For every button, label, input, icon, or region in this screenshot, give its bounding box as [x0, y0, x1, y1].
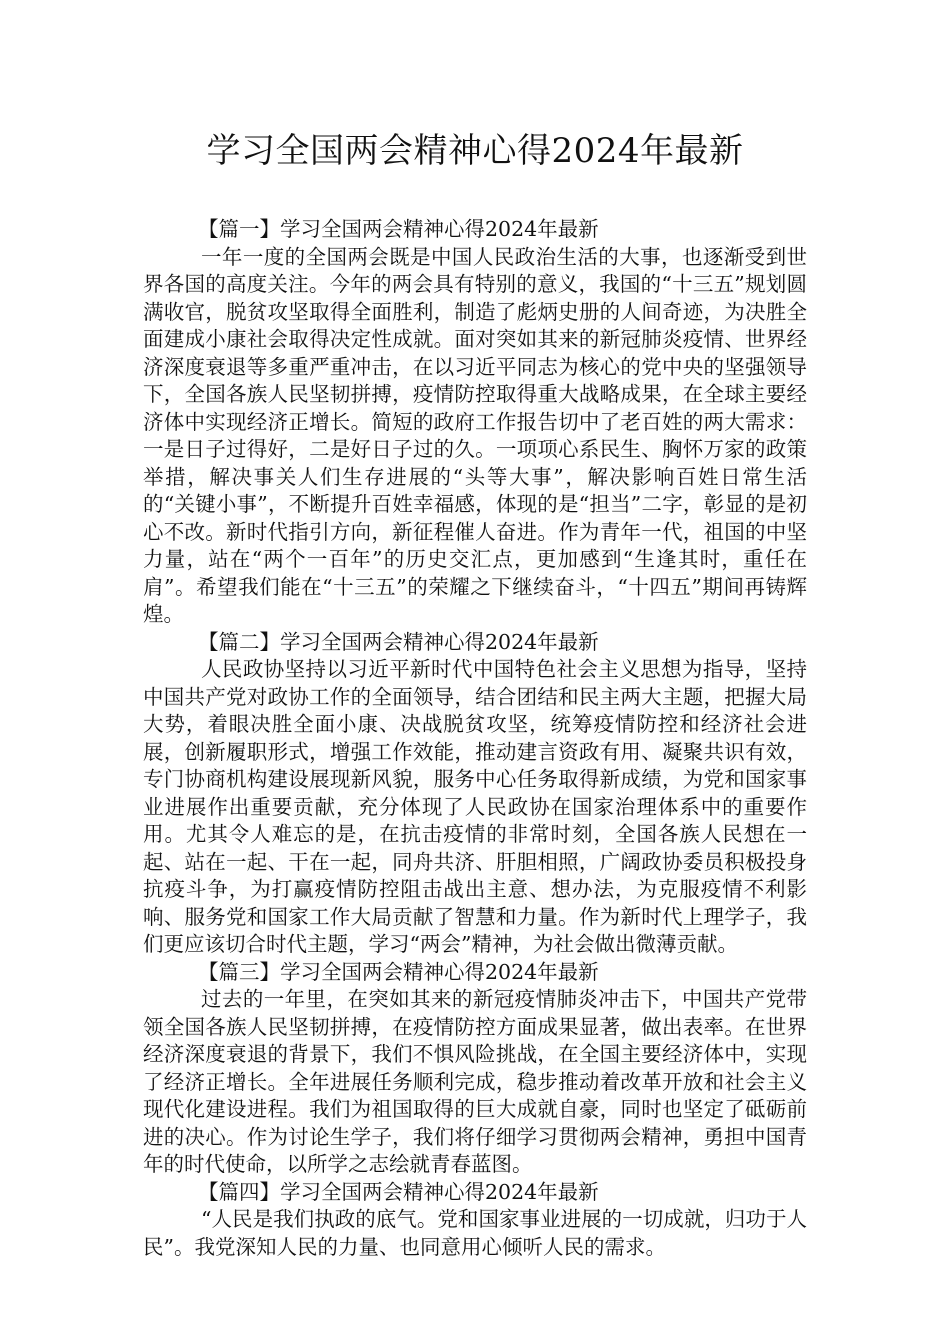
section-body: “人民是我们执政的底气。党和国家事业进展的一切成就，归功于人民”。我党深知人民的力量、也同意用心倾听人民的需求。 — [143, 1207, 807, 1259]
section-2 — [143, 629, 807, 959]
document-page — [143, 128, 807, 1261]
section-body: 过去的一年里，在突如其来的新冠疫情肺炎冲击下，中国共产党带领全国各族人民坚韧拼搏，在疫情防控方面成果显著，做出表率。在世界经济深度衰退的背景下，我们不惧风险挑战，在全国主要经济体中，实现了经济正增长。全年进展任务顺利完成，稳步推动着改革开放和社会主义现代化建设进程。我们为祖国取得的巨大成就自豪，同时也坚定了砥砺前进的决心。作为讨论生学子，我们将仔细学习贯彻两会精神，勇担中国青年的时代使命，以所学之志绘就青春蓝图。 — [143, 987, 807, 1176]
section-heading: 【篇三】学习全国两会精神心得2024年最新 — [198, 959, 599, 984]
section-heading: 【篇四】学习全国两会精神心得2024年最新 — [198, 1179, 599, 1204]
section-body: 一年一度的全国两会既是中国人民政治生活的大事，也逐渐受到世界各国的高度关注。今年的两会具有特别的意义，我国的“十三五”规划圆满收官，脱贫攻坚取得全面胜利，制造了彪炳史册的人间奇迹，为决胜全面建成小康社会取得决定性成就。面对突如其来的新冠肺炎疫情、世界经济深度衰退等多重严重冲击，在以习近平同志为核心的党中央的坚强领导下，全国各族人民坚韧拼搏，疫情防控取得重大战略成果，在全球主要经济体中实现经济正增长。简短的政府工作报告切中了老百姓的两大需求：一是日子过得好，二是好日子过的久。一项项心系民生、胸怀万家的政策举措，解决事关人们生存进展的“头等大事”，解决影响百姓日常生活的“关键小事”，不断提升百姓幸福感，体现的是“担当”二字，彰显的是初心不改。新时代指引方向，新征程催人奋进。作为青年一代，祖国的中坚力量，站在“两个一百年”的历史交汇点，更加感到“生逢其时，重任在肩”。希望我们能在“十三五”的荣耀之下继续奋斗，“十四五”期间再铸辉煌。 — [143, 244, 807, 626]
section-heading: 【篇二】学习全国两会精神心得2024年最新 — [198, 629, 599, 654]
section-body: 人民政协坚持以习近平新时代中国特色社会主义思想为指导，坚持中国共产党对政协工作的全面领导，结合团结和民主两大主题，把握大局大势，着眼决胜全面小康、决战脱贫攻坚，统筹疫情防控和经济社会进展，创新履职形式，增强工作效能，推动建言资政有用、凝聚共识有效，专门协商机构建设展现新风貌，服务中心任务取得新成绩，为党和国家事业进展作出重要贡献，充分体现了人民政协在国家治理体系中的重要作用。尤其令人难忘的是，在抗击疫情的非常时刻，全国各族人民想在一起、站在一起、干在一起，同舟共济、肝胆相照，广阔政协委员积极投身抗疫斗争，为打赢疫情防控阻击战出主意、想办法，为克服疫情不利影响、服务党和国家工作大局贡献了智慧和力量。作为新时代上理学子，我们更应该切合时代主题，学习“两会”精神，为社会做出微薄贡献。 — [143, 657, 807, 956]
document-title: 学习全国两会精神心得2024年最新 — [206, 131, 744, 171]
section-1 — [143, 216, 807, 629]
section-heading: 【篇一】学习全国两会精神心得2024年最新 — [198, 217, 599, 241]
section-4 — [143, 1179, 807, 1262]
section-3 — [143, 959, 807, 1179]
